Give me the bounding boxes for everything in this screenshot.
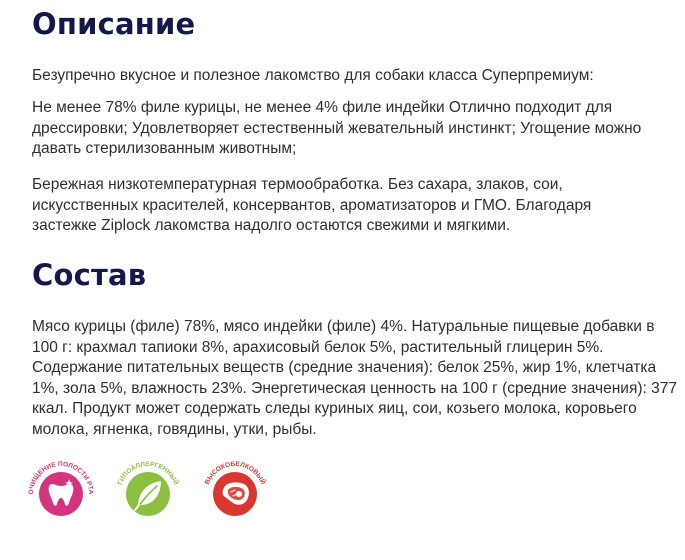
meat-steak-icon: [195, 450, 275, 530]
high-protein-badge: [195, 450, 275, 530]
oral-cleaning-badge: [21, 450, 101, 530]
description-features: Не менее 78% филе курицы, не менее 4% филе индейки Отлично подходит для дрессировки; Удовлетворяет естественный жевательный инстинкт; Угощение можно давать стерилизованным животным;: [32, 99, 642, 157]
hypoallergenic-label: ГИПОАЛЛЕРГЕННЫЙ: [116, 460, 180, 487]
description-processing: Бережная низкотемпературная термообработка. Без сахара, злаков, сои, искусственных красителей, консервантов, ароматизаторов и ГМО. Благодаря застежке Ziplock лакомства надолго остаются свежими и мягкими.: [32, 176, 592, 234]
composition-heading: Состав: [32, 258, 147, 292]
leaf-icon: [108, 450, 188, 530]
description-heading: Описание: [32, 7, 196, 41]
tooth-icon: [21, 450, 101, 530]
high-protein-label: ВЫСОКОБЕЛКОВЫЙ: [203, 460, 267, 486]
hypoallergenic-badge: [108, 450, 188, 530]
oral-cleaning-label: ОЧИЩЕНИЕ ПОЛОСТИ РТА: [27, 460, 95, 495]
feature-badges: [27, 450, 672, 530]
description-intro: Безупречно вкусное и полезное лакомство для собаки класса Суперпремиум:: [32, 67, 594, 84]
composition-text: Мясо курицы (филе) 78%, мясо индейки (филе) 4%. Натуральные пищевые добавки в 100 г: крахмал тапиоки 8%, арахисовый белок 5%, растительный глицерин 5%. Содержание питательных веществ (средние значения): белок 25%, жир 1%, клетчатка 1%, зола 5%, влажность 23%. Энергетическая ценность на 100 г (средние значения): 377 ккал. Продукт может содержать следы куриных яиц, сои, козьего молока, коровьего молока, ягненка, говядины, утки, рыбы.: [32, 318, 677, 438]
